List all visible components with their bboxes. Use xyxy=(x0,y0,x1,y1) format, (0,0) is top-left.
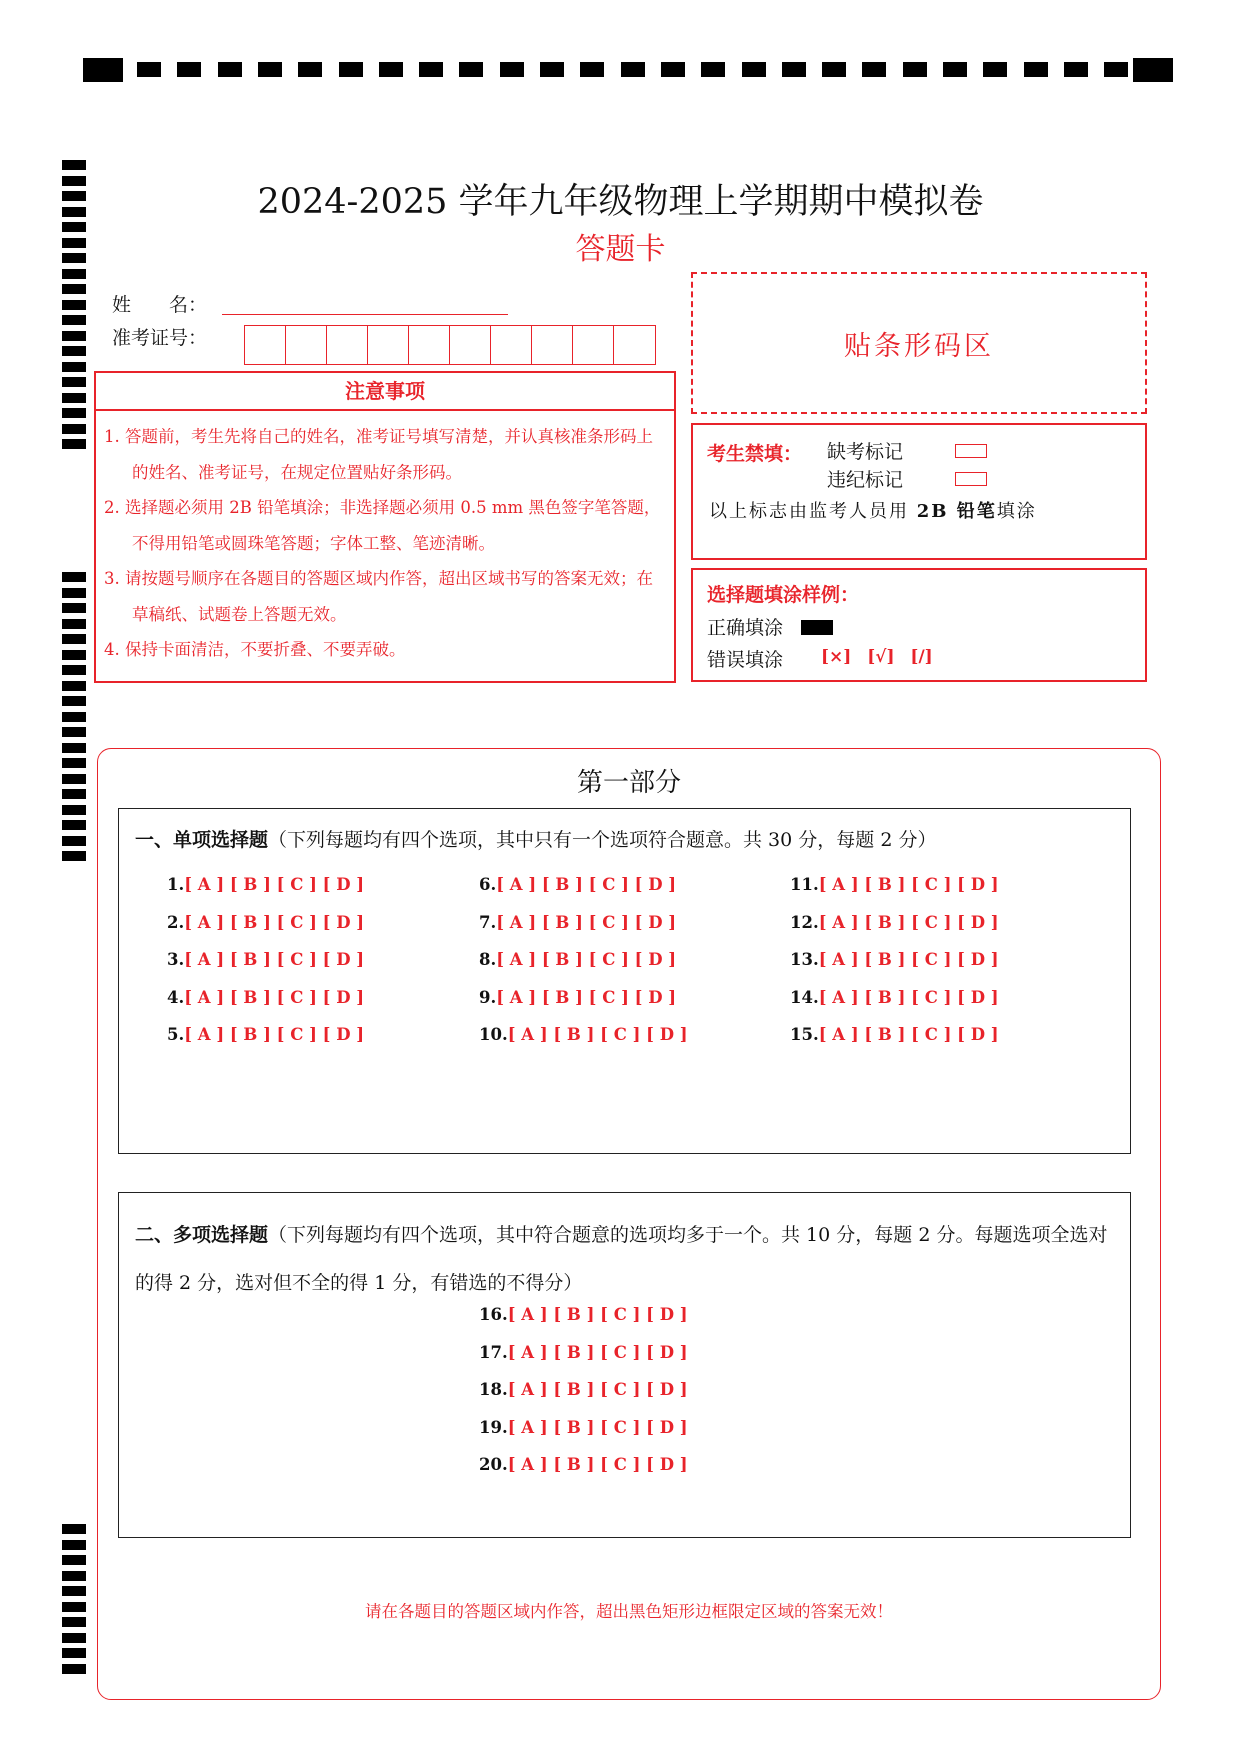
question-number: 4. xyxy=(167,987,185,1007)
question-row[interactable] xyxy=(790,875,999,894)
wrong-fill-marks: [×] [√] [/] xyxy=(821,647,933,667)
timing-mark xyxy=(62,408,86,418)
multi-choice-section xyxy=(118,1192,1131,1538)
question-row[interactable] xyxy=(479,1343,688,1362)
timing-mark xyxy=(62,696,86,706)
timing-mark xyxy=(62,424,86,434)
timing-mark xyxy=(742,62,766,77)
timing-mark xyxy=(62,1586,86,1596)
answer-options[interactable]: [ A ] [ B ] [ C ] [ D ] xyxy=(818,912,999,932)
exam-number-cell[interactable] xyxy=(573,326,614,364)
timing-mark xyxy=(62,1648,86,1658)
answer-options[interactable]: [ A ] [ B ] [ C ] [ D ] xyxy=(184,987,365,1007)
question-number: 12. xyxy=(790,912,819,932)
single-choice-section xyxy=(118,808,1131,1154)
timing-mark xyxy=(62,331,86,341)
timing-mark xyxy=(62,1664,86,1674)
timing-mark xyxy=(62,572,86,582)
question-row[interactable] xyxy=(479,1380,688,1399)
violation-mark-label: 违纪标记 xyxy=(827,469,904,491)
timing-mark xyxy=(62,1540,86,1550)
correct-fill-label: 正确填涂 xyxy=(707,617,784,639)
question-number: 16. xyxy=(479,1305,508,1324)
question-row[interactable] xyxy=(479,950,676,969)
answer-options[interactable]: [ A ] [ B ] [ C ] [ D ] xyxy=(496,912,677,932)
question-number: 15. xyxy=(790,1025,819,1044)
timing-mark xyxy=(339,62,363,77)
question-row[interactable] xyxy=(167,913,364,932)
exam-number-label: 准考证号： xyxy=(112,327,208,349)
exam-number-cell[interactable] xyxy=(614,326,655,364)
page-subtitle: 答题卡 xyxy=(575,232,666,267)
timing-mark xyxy=(62,1571,86,1581)
exam-number-cell[interactable] xyxy=(450,326,491,364)
answer-options[interactable]: [ A ] [ B ] [ C ] [ D ] xyxy=(818,987,999,1007)
question-number: 7. xyxy=(479,912,497,932)
part-one-panel xyxy=(97,748,1161,1700)
question-number: 3. xyxy=(167,950,185,969)
timing-mark xyxy=(903,62,927,77)
exam-number-cell[interactable] xyxy=(327,326,368,364)
answer-options[interactable]: [ A ] [ B ] [ C ] [ D ] xyxy=(184,912,365,932)
timing-mark xyxy=(62,284,86,294)
timing-mark xyxy=(62,789,86,799)
timing-mark xyxy=(62,603,86,613)
timing-mark xyxy=(62,160,86,170)
timing-mark xyxy=(62,362,86,372)
notice-item: 4. 保持卡面清洁，不要折叠、不要弄破。 xyxy=(104,640,406,659)
question-number: 11. xyxy=(790,875,819,894)
timing-mark xyxy=(258,62,282,77)
timing-mark xyxy=(1133,58,1173,82)
forbidden-label: 考生禁填： xyxy=(707,443,803,465)
timing-mark xyxy=(218,62,242,77)
timing-mark xyxy=(419,62,443,77)
question-row[interactable] xyxy=(167,988,364,1007)
question-row[interactable] xyxy=(790,950,999,969)
timing-mark xyxy=(177,62,201,77)
timing-mark xyxy=(62,315,86,325)
question-row[interactable] xyxy=(479,1455,688,1474)
question-number: 10. xyxy=(479,1025,508,1044)
barcode-label: 贴条形码区 xyxy=(844,331,994,362)
answer-options[interactable]: [ A ] [ B ] [ C ] [ D ] xyxy=(507,1342,688,1362)
timing-mark xyxy=(62,619,86,629)
timing-mark xyxy=(62,393,86,403)
question-number: 6. xyxy=(479,875,497,894)
timing-mark xyxy=(62,712,86,722)
notice-box xyxy=(94,371,676,683)
notice-item: 3. 请按题号顺序在各题目的答题区域内作答，超出区域书写的答案无效；在草稿纸、试题卷上答题无效。 xyxy=(104,569,653,624)
timing-mark xyxy=(943,62,967,77)
question-number: 14. xyxy=(790,987,819,1007)
exam-number-cell[interactable] xyxy=(245,326,286,364)
exam-number-cell[interactable] xyxy=(286,326,327,364)
timing-mark xyxy=(83,58,123,82)
timing-mark xyxy=(298,62,322,77)
absent-mark-box[interactable] xyxy=(955,444,987,458)
timing-mark xyxy=(1024,62,1048,77)
timing-mark xyxy=(62,851,86,861)
timing-mark xyxy=(1064,62,1088,77)
notice-title: 注意事项 xyxy=(96,373,674,411)
question-row[interactable] xyxy=(167,875,364,894)
timing-mark xyxy=(621,62,645,77)
exam-number-boxes[interactable] xyxy=(244,325,656,365)
forbidden-note: 以上标志由监考人员用 2B 铅笔填涂 xyxy=(709,501,1037,522)
timing-mark xyxy=(62,588,86,598)
footer-note: 请在各题目的答题区域内作答，超出黑色矩形边框限定区域的答案无效！ xyxy=(365,1602,893,1621)
timing-mark xyxy=(137,62,161,77)
timing-mark xyxy=(62,820,86,830)
page-title: 2024-2025 学年九年级物理上学期期中模拟卷 xyxy=(257,182,984,222)
timing-marks-left xyxy=(62,160,86,1680)
answer-options[interactable]: [ A ] [ B ] [ C ] [ D ] xyxy=(818,1025,999,1044)
answer-options[interactable]: [ A ] [ B ] [ C ] [ D ] xyxy=(818,875,999,894)
timing-mark xyxy=(62,665,86,675)
question-number: 1. xyxy=(167,875,185,894)
wrong-fill-label: 错误填涂 xyxy=(707,649,784,671)
timing-mark xyxy=(62,346,86,356)
timing-mark xyxy=(1104,62,1128,77)
question-number: 9. xyxy=(479,987,497,1007)
timing-mark xyxy=(661,62,685,77)
forbidden-box xyxy=(691,423,1147,560)
timing-mark xyxy=(500,62,524,77)
answer-options[interactable]: [ A ] [ B ] [ C ] [ D ] xyxy=(507,1417,688,1437)
timing-mark xyxy=(62,758,86,768)
question-row[interactable] xyxy=(790,988,999,1007)
question-row[interactable] xyxy=(167,1025,364,1044)
section-heading: 一、单项选择题（下列每题均有四个选项，其中只有一个选项符合题意。共 30 分，每题 2 分） xyxy=(135,829,937,851)
question-row[interactable] xyxy=(479,988,676,1007)
timing-mark xyxy=(62,727,86,737)
question-number: 18. xyxy=(479,1380,508,1399)
answer-options[interactable]: [ A ] [ B ] [ C ] [ D ] xyxy=(496,950,677,969)
fill-sample-label: 选择题填涂样例： xyxy=(707,584,860,606)
question-row[interactable] xyxy=(479,913,676,932)
timing-mark xyxy=(862,62,886,77)
timing-mark xyxy=(540,62,564,77)
exam-number-cell[interactable] xyxy=(491,326,532,364)
timing-mark xyxy=(62,634,86,644)
timing-mark xyxy=(983,62,1007,77)
timing-mark xyxy=(62,1555,86,1565)
part-title: 第一部分 xyxy=(576,768,681,798)
question-row[interactable] xyxy=(479,875,676,894)
question-row[interactable] xyxy=(790,1025,999,1044)
timing-mark xyxy=(379,62,403,77)
timing-mark xyxy=(62,774,86,784)
answer-options[interactable]: [ A ] [ B ] [ C ] [ D ] xyxy=(507,1380,688,1399)
timing-mark xyxy=(580,62,604,77)
timing-marks-top xyxy=(83,58,1173,82)
timing-mark xyxy=(62,743,86,753)
barcode-area xyxy=(691,272,1147,414)
fill-sample-box xyxy=(691,568,1147,682)
question-row[interactable] xyxy=(479,1025,688,1044)
timing-mark xyxy=(62,681,86,691)
timing-mark xyxy=(822,62,846,77)
exam-number-cell[interactable] xyxy=(368,326,409,364)
section-heading: 二、多项选择题（下列每题均有四个选项，其中符合题意的选项均多于一个。共 10 分，每题 2 分。每题选项全选对的得 2 分，选对但不全的得 1 分，有错选的不得分） xyxy=(135,1224,1108,1294)
question-number: 8. xyxy=(479,950,497,969)
timing-mark xyxy=(62,1633,86,1643)
question-number: 17. xyxy=(479,1342,508,1362)
timing-mark xyxy=(62,269,86,279)
question-row[interactable] xyxy=(167,950,364,969)
answer-options[interactable]: [ A ] [ B ] [ C ] [ D ] xyxy=(184,875,365,894)
question-number: 20. xyxy=(479,1455,508,1474)
answer-options[interactable]: [ A ] [ B ] [ C ] [ D ] xyxy=(496,987,677,1007)
timing-mark xyxy=(62,805,86,815)
answer-options[interactable]: [ A ] [ B ] [ C ] [ D ] xyxy=(507,1305,688,1324)
name-field[interactable] xyxy=(222,314,508,315)
timing-mark xyxy=(62,650,86,660)
exam-number-cell[interactable] xyxy=(409,326,450,364)
timing-mark xyxy=(62,1617,86,1627)
timing-mark xyxy=(62,439,86,449)
absent-mark-label: 缺考标记 xyxy=(827,441,904,463)
timing-mark xyxy=(62,377,86,387)
question-row[interactable] xyxy=(790,913,999,932)
question-number: 13. xyxy=(790,950,819,969)
timing-mark xyxy=(459,62,483,77)
question-number: 19. xyxy=(479,1417,508,1437)
question-row[interactable] xyxy=(479,1418,688,1437)
answer-options[interactable]: [ A ] [ B ] [ C ] [ D ] xyxy=(818,950,999,969)
answer-options[interactable]: [ A ] [ B ] [ C ] [ D ] xyxy=(184,1025,365,1044)
answer-options[interactable]: [ A ] [ B ] [ C ] [ D ] xyxy=(184,950,365,969)
notice-item: 2. 选择题必须用 2B 铅笔填涂；非选择题必须用 0.5 mm 黑色签字笔答题，不得用铅笔或圆珠笔答题；字体工整、笔迹清晰。 xyxy=(104,498,661,553)
question-number: 5. xyxy=(167,1025,185,1044)
notice-item: 1. 答题前，考生先将自己的姓名，准考证号填写清楚，并认真核准条形码上的姓名、准考证号，在规定位置贴好条形码。 xyxy=(104,427,653,482)
timing-mark xyxy=(701,62,725,77)
timing-mark xyxy=(62,1524,86,1534)
answer-options[interactable]: [ A ] [ B ] [ C ] [ D ] xyxy=(507,1455,688,1474)
timing-mark xyxy=(62,300,86,310)
timing-mark xyxy=(62,836,86,846)
timing-mark xyxy=(62,1602,86,1612)
answer-options[interactable]: [ A ] [ B ] [ C ] [ D ] xyxy=(496,875,677,894)
question-number: 2. xyxy=(167,912,185,932)
timing-mark xyxy=(782,62,806,77)
question-row[interactable] xyxy=(479,1305,688,1324)
violation-mark-box[interactable] xyxy=(955,472,987,486)
name-label: 姓 名： xyxy=(112,294,208,316)
correct-fill-mark xyxy=(801,620,833,635)
exam-number-cell[interactable] xyxy=(532,326,573,364)
answer-options[interactable]: [ A ] [ B ] [ C ] [ D ] xyxy=(507,1025,688,1044)
